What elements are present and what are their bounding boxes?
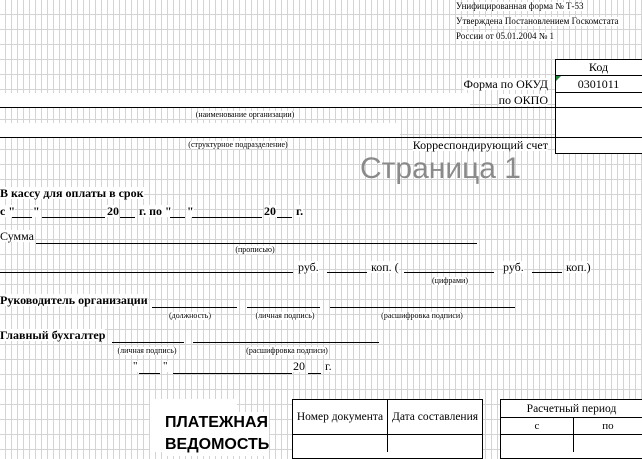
to-year-field[interactable]	[277, 217, 292, 218]
sum-in-words-field[interactable]	[36, 243, 477, 244]
head-decoding-field[interactable]	[330, 307, 515, 308]
accountant-decoding-field[interactable]	[193, 342, 379, 343]
kop-field[interactable]	[327, 272, 367, 273]
sum-digits-kop-field[interactable]	[532, 272, 562, 273]
approval-line: Утверждена Постановлением Госкомстата	[456, 16, 619, 26]
sum-label: Сумма	[0, 229, 34, 243]
decoding-caption: (расшифровка подписи)	[381, 311, 463, 320]
code-header: Код	[588, 59, 609, 74]
division-caption: (структурное подразделение)	[188, 140, 288, 149]
doc-date-header: Дата составления	[391, 411, 479, 423]
title-line-2: ВЕДОМОСТЬ	[165, 436, 270, 453]
from-day-field[interactable]	[12, 217, 32, 218]
divider	[555, 107, 642, 108]
sign-month-field[interactable]	[173, 373, 292, 374]
sign-year-suffix: г.	[325, 359, 332, 373]
signature-caption: (личная подпись)	[117, 346, 177, 355]
head-label: Руководитель организации	[0, 293, 148, 307]
title-line-1: ПЛАТЕЖНАЯ	[165, 414, 268, 431]
head-signature-field[interactable]	[247, 307, 320, 308]
to-year-prefix: 20	[264, 204, 276, 218]
divider	[500, 434, 642, 435]
from-year-prefix: 20	[107, 204, 119, 218]
org-name-caption: (наименование организации)	[195, 110, 295, 119]
kop-label: коп. (	[371, 260, 399, 274]
divider	[0, 107, 555, 108]
kop-label-2: коп.)	[566, 260, 591, 274]
head-position-field[interactable]	[152, 307, 237, 308]
divider	[292, 434, 483, 435]
rub-label: руб.	[298, 260, 319, 274]
doc-number-header: Номер документа	[296, 411, 384, 423]
form-number: Унифицированная форма № Т-53	[456, 1, 584, 11]
rub-label-2: руб.	[503, 260, 524, 274]
quote: "	[163, 360, 168, 372]
divider	[0, 137, 555, 138]
okud-code[interactable]: 0301011	[577, 76, 620, 91]
page-watermark: Страница 1	[360, 152, 521, 185]
sum-in-words-field-2[interactable]	[0, 272, 293, 273]
sign-year-prefix: 20	[293, 359, 305, 373]
sign-year-field[interactable]	[308, 373, 321, 374]
signature-caption: (личная подпись)	[255, 311, 315, 320]
sign-day-field[interactable]	[139, 373, 160, 374]
to-month-field[interactable]	[192, 217, 262, 218]
to-label: г. по "	[139, 204, 172, 218]
period-header: Расчетный период	[526, 402, 617, 415]
quote: "	[187, 204, 194, 218]
from-year-field[interactable]	[120, 217, 135, 218]
comment-marker-icon	[556, 76, 561, 81]
from-prefix: с "	[0, 204, 15, 218]
from-month-field[interactable]	[42, 217, 105, 218]
org-name-field[interactable]	[0, 93, 470, 107]
decoding-caption: (расшифровка подписи)	[246, 346, 328, 355]
period-from-header: с	[534, 420, 540, 432]
okpo-label: по ОКПО	[498, 93, 548, 107]
document-title	[165, 412, 269, 456]
division-field[interactable]	[0, 123, 400, 137]
quote: "	[133, 360, 138, 372]
divider	[555, 92, 642, 93]
okud-label: Форма по ОКУД	[463, 77, 548, 91]
divider	[555, 137, 642, 138]
sum-digits-rub-field[interactable]	[404, 272, 494, 273]
to-day-field[interactable]	[170, 217, 185, 218]
approval-date: России от 05.01.2004 № 1	[456, 31, 555, 41]
accountant-label: Главный бухгалтер	[0, 328, 106, 342]
period-to-header: по	[602, 420, 614, 432]
position-caption: (должность)	[169, 311, 211, 320]
in-digits-caption: (цифрами)	[432, 276, 468, 285]
accountant-signature-field[interactable]	[112, 342, 184, 343]
corr-account-label: Корреспондирующий счет	[412, 138, 548, 152]
in-words-caption: (прописью)	[235, 245, 275, 254]
quote: "	[33, 204, 40, 218]
term-label: В кассу для оплаты в срок	[0, 186, 144, 200]
to-year-suffix: г.	[296, 204, 304, 218]
